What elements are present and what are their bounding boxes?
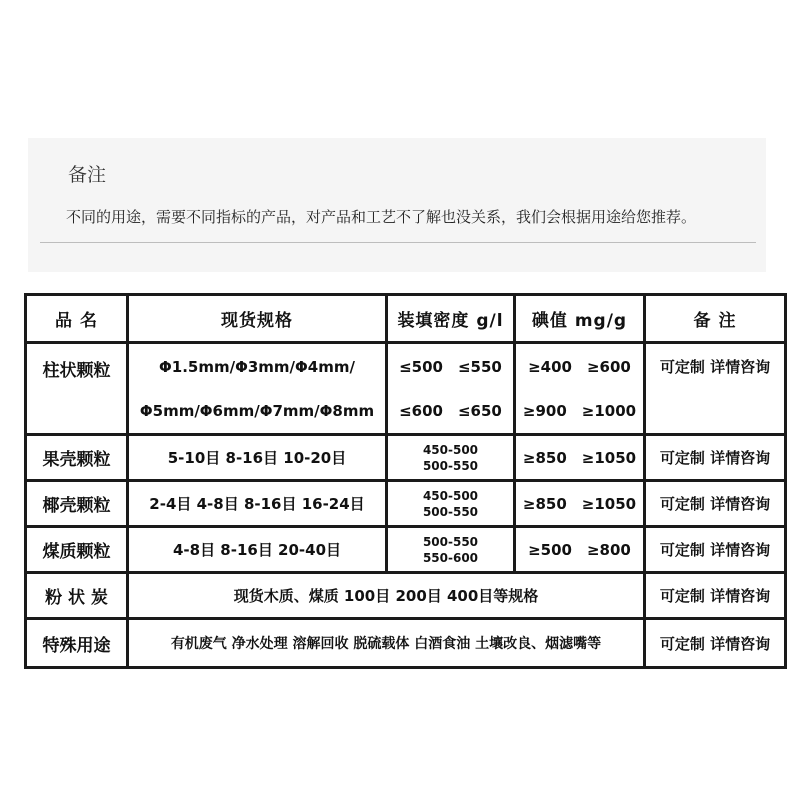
row-remark: 可定制 详情咨询: [645, 573, 786, 619]
row-density: [387, 527, 515, 573]
header-spec: 现货规格: [128, 295, 387, 343]
table-row: [26, 343, 786, 435]
spec-line: Φ5mm/Φ6mm/Φ7mm/Φ8mm: [139, 401, 375, 420]
row-density: [387, 343, 515, 435]
iodine-line: ≥400 ≥600: [528, 357, 631, 376]
row-iodine: ≥850 ≥1050: [515, 481, 645, 527]
row-name: 椰壳颗粒: [26, 481, 128, 527]
row-iodine: ≥850 ≥1050: [515, 435, 645, 481]
table-row: [26, 619, 786, 668]
row-name: 果壳颗粒: [26, 435, 128, 481]
row-spec: [128, 343, 387, 435]
density-line: 450-500: [422, 488, 479, 503]
header-remark: 备 注: [645, 295, 786, 343]
table-row: [26, 573, 786, 619]
density-line: 500-550: [422, 534, 479, 549]
table-row: [26, 527, 786, 573]
note-divider: [40, 242, 756, 243]
header-iodine: 碘值 mg/g: [515, 295, 645, 343]
row-spec: 5-10目 8-16目 10-20目: [128, 435, 387, 481]
row-remark: 可定制 详情咨询: [645, 435, 786, 481]
row-name: 粉 状 炭: [26, 573, 128, 619]
table-row: [26, 481, 786, 527]
row-spec: 有机废气 净水处理 溶解回收 脱硫载体 白酒食油 土壤改良、烟滤嘴等: [128, 619, 645, 668]
iodine-line: ≥900 ≥1000: [522, 401, 637, 420]
row-remark: 可定制 详情咨询: [645, 527, 786, 573]
density-line: 500-550: [422, 458, 479, 473]
row-spec: 4-8目 8-16目 20-40目: [128, 527, 387, 573]
spec-line: Φ1.5mm/Φ3mm/Φ4mm/: [159, 357, 355, 376]
density-line: 550-600: [422, 550, 479, 565]
row-density: [387, 435, 515, 481]
note-body: 不同的用途，需要不同指标的产品，对产品和工艺不了解也没关系，我们会根据用途给您推荐。: [66, 208, 697, 226]
row-remark: 可定制 详情咨询: [645, 343, 786, 435]
row-remark: 可定制 详情咨询: [645, 481, 786, 527]
row-density: [387, 481, 515, 527]
note-box: [28, 138, 766, 272]
row-remark: 可定制 详情咨询: [645, 619, 786, 668]
density-line: 500-550: [422, 504, 479, 519]
row-iodine: [515, 343, 645, 435]
density-line: ≤600 ≤650: [399, 401, 502, 420]
header-name: 品 名: [26, 295, 128, 343]
row-name: 煤质颗粒: [26, 527, 128, 573]
table-row: [26, 435, 786, 481]
row-spec: 2-4目 4-8目 8-16目 16-24目: [128, 481, 387, 527]
row-iodine: ≥500 ≥800: [515, 527, 645, 573]
row-name: 特殊用途: [26, 619, 128, 668]
row-spec: 现货木质、煤质 100目 200目 400目等规格: [128, 573, 645, 619]
density-line: ≤500 ≤550: [399, 357, 502, 376]
note-title: 备注: [68, 164, 107, 186]
header-density: 装填密度 g/l: [387, 295, 515, 343]
density-line: 450-500: [422, 442, 479, 457]
spec-table: [24, 293, 787, 669]
row-name: 柱状颗粒: [26, 343, 128, 435]
table-header-row: [26, 295, 786, 343]
